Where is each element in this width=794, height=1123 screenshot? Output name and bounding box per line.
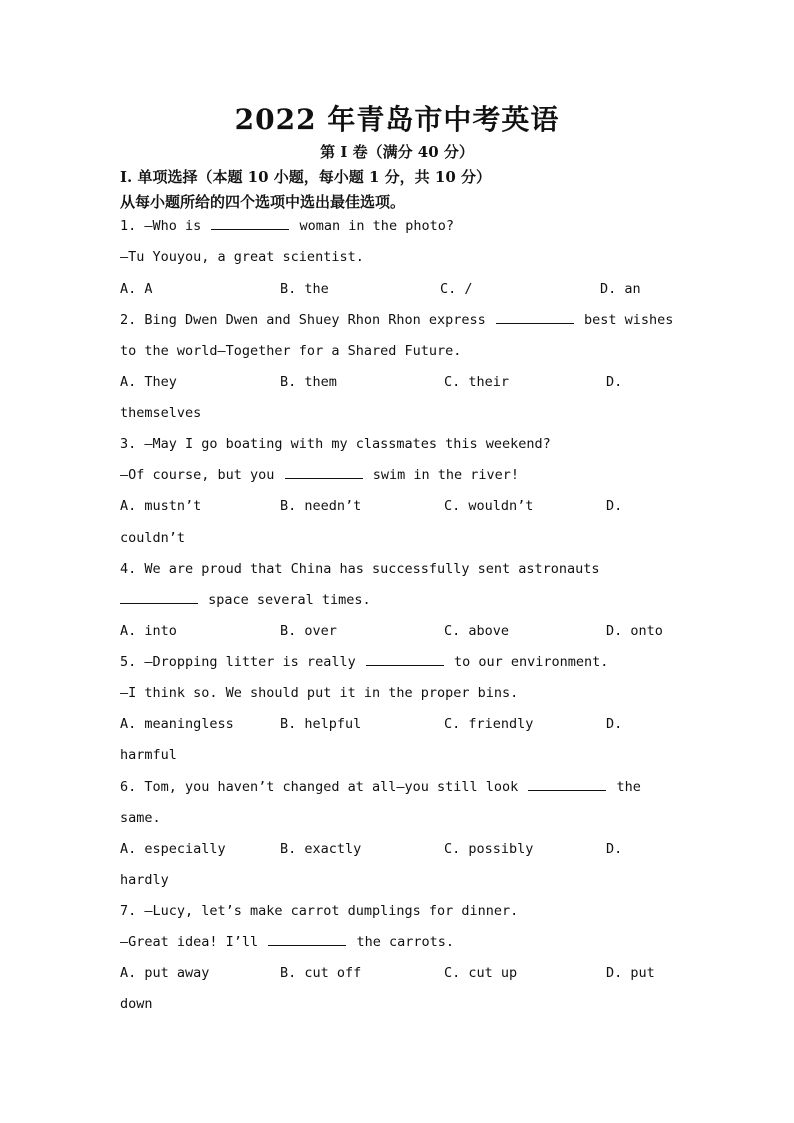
option-b: B. helpful (280, 716, 362, 732)
option-a: A. A (120, 281, 153, 297)
question-1-line-1 (120, 217, 454, 235)
question-3-line-1: 3. —May I go boating with my classmates this weekend? (120, 436, 551, 452)
question-text: to our environment. (445, 654, 609, 670)
answer-blank (120, 591, 198, 604)
question-text: 6. Tom, you haven’t changed at all—you still look (120, 779, 527, 795)
question-text: best wishes (575, 312, 674, 328)
question-text: 5. —Dropping litter is really (120, 654, 364, 670)
option-d: D. onto (606, 623, 663, 639)
option-b: B. exactly (280, 841, 362, 857)
option-d: D. (606, 841, 623, 857)
answer-blank (285, 466, 363, 479)
question-4-line-1: 4. We are proud that China has successfully sent astronauts (120, 561, 600, 577)
option-c: C. above (444, 623, 510, 639)
option-a: A. put away (120, 965, 210, 981)
question-text: woman in the photo? (291, 218, 454, 234)
answer-blank (211, 217, 289, 230)
question-text: —Great idea! I’ll (120, 934, 267, 950)
option-a: A. They (120, 374, 177, 390)
question-text: the (608, 779, 641, 795)
question-text: space several times. (200, 592, 371, 608)
question-7-line-1: 7. —Lucy, let’s make carrot dumplings for dinner. (120, 903, 519, 919)
option-c: C. cut up (444, 965, 518, 981)
option-a: A. mustn’t (120, 498, 202, 514)
option-d-wrap: harmful (120, 747, 177, 763)
question-2-line-2: to the world—Together for a Shared Future. (120, 343, 462, 359)
option-d: D. an (600, 281, 641, 297)
question-2-line-1 (120, 311, 673, 329)
question-4-line-2 (120, 591, 371, 609)
section-heading: I. 单项选择（本题 10 小题，每小题 1 分，共 10 分） (120, 168, 491, 186)
part-subtitle: 第 I 卷（满分 40 分） (320, 143, 474, 161)
option-c: C. friendly (444, 716, 534, 732)
question-5-line-2: —I think so. We should put it in the proper bins. (120, 685, 519, 701)
answer-blank (366, 653, 444, 666)
section-instruction: 从每小题所给的四个选项中选出最佳选项。 (120, 193, 406, 211)
option-d: D. (606, 498, 623, 514)
option-d-wrap: themselves (120, 405, 202, 421)
option-b: B. over (280, 623, 337, 639)
question-1-line-2: —Tu Youyou, a great scientist. (120, 249, 364, 265)
option-b: B. them (280, 374, 337, 390)
option-d-wrap: down (120, 996, 153, 1012)
question-text: 2. Bing Dwen Dwen and Shuey Rhon Rhon express (120, 312, 494, 328)
option-d: D. (606, 716, 623, 732)
option-c: C. wouldn’t (444, 498, 534, 514)
option-b: B. cut off (280, 965, 362, 981)
question-5-line-1 (120, 653, 608, 671)
question-text: swim in the river! (364, 467, 519, 483)
question-text: the carrots. (348, 934, 454, 950)
option-d-wrap: hardly (120, 872, 169, 888)
question-text: —Of course, but you (120, 467, 283, 483)
option-a: A. meaningless (120, 716, 234, 732)
question-6-line-2: same. (120, 810, 161, 826)
option-a: A. into (120, 623, 177, 639)
question-7-line-2 (120, 933, 454, 951)
answer-blank (528, 778, 606, 791)
option-d-wrap: couldn’t (120, 530, 186, 546)
question-text: 1. —Who is (120, 218, 210, 234)
option-d: D. put (606, 965, 655, 981)
question-6-line-1 (120, 778, 641, 796)
page-title: 2022 年青岛市中考英语 (234, 103, 560, 136)
option-a: A. especially (120, 841, 226, 857)
option-b: B. the (280, 281, 329, 297)
answer-blank (268, 933, 346, 946)
option-d: D. (606, 374, 623, 390)
answer-blank (496, 311, 574, 324)
option-b: B. needn’t (280, 498, 362, 514)
question-3-line-2 (120, 466, 519, 484)
option-c: C. possibly (444, 841, 534, 857)
option-c: C. / (440, 281, 473, 297)
option-c: C. their (444, 374, 510, 390)
